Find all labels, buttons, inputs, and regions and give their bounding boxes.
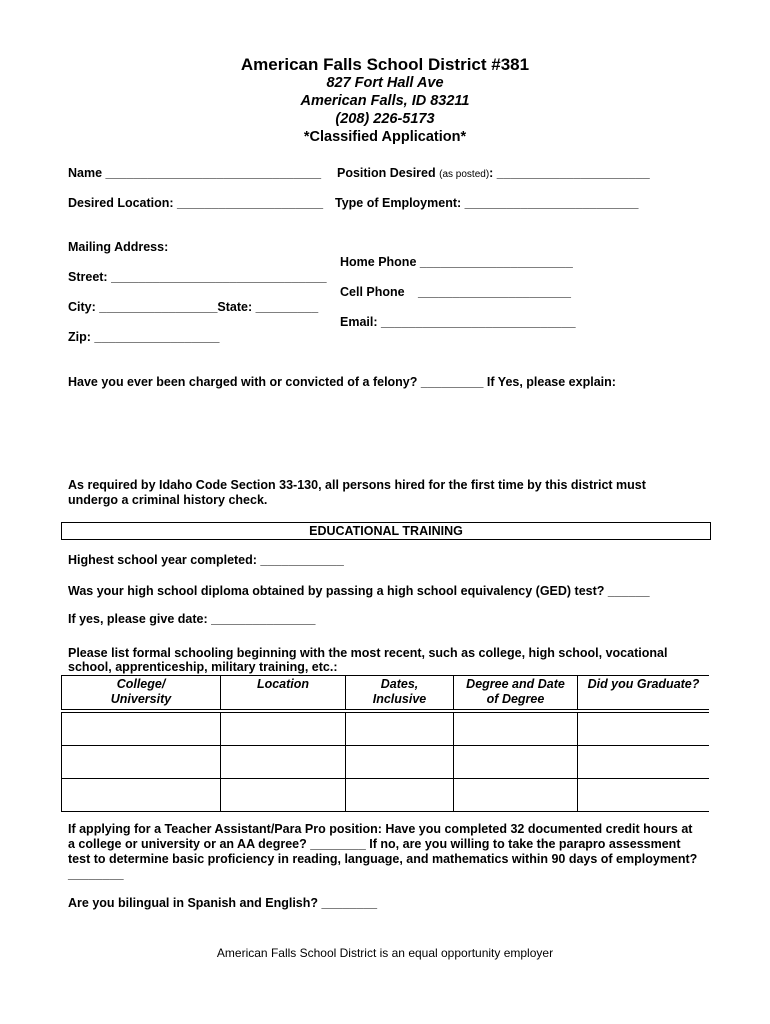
cell-phone-label: Cell Phone	[340, 285, 405, 299]
table-row	[62, 746, 710, 779]
district-address: 827 Fort Hall Ave	[326, 75, 444, 91]
ged-date-field[interactable]: If yes, please give date: _______________	[68, 612, 316, 626]
position-blank: : ______________________	[489, 166, 650, 180]
criminal-check-notice-line2: undergo a criminal history check.	[68, 493, 268, 507]
table-row	[62, 779, 710, 812]
felony-question[interactable]: Have you ever been charged with or convicted of a felony? _________ If Yes, please explain:	[68, 375, 616, 389]
col-degree-date: Degree and Date of Degree	[454, 676, 578, 712]
col-college-university: College/ University	[62, 676, 221, 712]
email-field[interactable]: Email: ____________________________	[340, 315, 576, 329]
table-cell[interactable]	[62, 746, 221, 779]
table-cell[interactable]	[346, 779, 454, 812]
educational-training-header: EDUCATIONAL TRAINING	[61, 522, 711, 540]
col-location: Location	[221, 676, 346, 712]
parapro-question-line2[interactable]: a college or university or an AA degree? ________ If no, are you willing to take the parapro assessment	[68, 837, 681, 851]
bilingual-question[interactable]: Are you bilingual in Spanish and English? ________	[68, 896, 378, 910]
street-field[interactable]: Street: _______________________________	[68, 270, 327, 284]
col-did-you-graduate: Did you Graduate?	[578, 676, 710, 712]
schooling-instructions-line2: school, apprenticeship, military training, etc.:	[68, 660, 338, 674]
position-note: (as posted)	[439, 169, 490, 180]
form-name: *Classified Application*	[303, 129, 467, 145]
footer-eoe: American Falls School District is an equal opportunity employer	[216, 946, 554, 960]
table-cell[interactable]	[454, 746, 578, 779]
table-cell[interactable]	[62, 711, 221, 746]
table-cell[interactable]	[221, 746, 346, 779]
table-cell[interactable]	[221, 779, 346, 812]
table-cell[interactable]	[346, 746, 454, 779]
ged-question[interactable]: Was your high school diploma obtained by passing a high school equivalency (GED) test? ______	[68, 584, 650, 598]
district-city-state: American Falls, ID 83211	[300, 93, 470, 109]
city-state-field[interactable]: City: _________________State: _________	[68, 300, 319, 314]
table-cell[interactable]	[346, 711, 454, 746]
table-cell[interactable]	[578, 711, 710, 746]
position-label: Position Desired	[337, 166, 436, 180]
schooling-instructions-line1: Please list formal schooling beginning with the most recent, such as college, high school, vocational	[68, 646, 668, 660]
table-cell[interactable]	[454, 779, 578, 812]
col-dates-inclusive: Dates, Inclusive	[346, 676, 454, 712]
mailing-address-label: Mailing Address:	[68, 240, 169, 254]
page-title: American Falls School District #381	[240, 55, 530, 74]
position-desired-field[interactable]	[337, 166, 650, 180]
table-cell[interactable]	[221, 711, 346, 746]
home-phone-field[interactable]: Home Phone ______________________	[340, 255, 573, 269]
parapro-question-line1: If applying for a Teacher Assistant/Para Pro position: Have you completed 32 documented credit hours at	[68, 822, 693, 836]
criminal-check-notice-line1: As required by Idaho Code Section 33-130, all persons hired for the first time by this district must	[68, 478, 646, 492]
type-of-employment-field[interactable]: Type of Employment: _________________________	[335, 196, 639, 210]
name-field[interactable]: Name _______________________________	[68, 166, 322, 180]
table-cell[interactable]	[454, 711, 578, 746]
parapro-answer-blank[interactable]: ________	[68, 867, 124, 881]
district-phone: (208) 226-5173	[335, 111, 435, 127]
parapro-question-line3: test to determine basic proficiency in reading, language, and mathematics within 90 days of employment?	[68, 852, 698, 866]
education-table	[61, 675, 709, 812]
zip-field[interactable]: Zip: __________________	[68, 330, 220, 344]
table-row	[62, 711, 710, 746]
highest-year-field[interactable]: Highest school year completed: ____________	[68, 553, 344, 567]
table-cell[interactable]	[62, 779, 221, 812]
table-cell[interactable]	[578, 779, 710, 812]
education-table-header-row	[62, 676, 710, 712]
table-cell[interactable]	[578, 746, 710, 779]
cell-phone-field[interactable]: ______________________	[418, 285, 571, 299]
desired-location-field[interactable]: Desired Location: _____________________	[68, 196, 324, 210]
